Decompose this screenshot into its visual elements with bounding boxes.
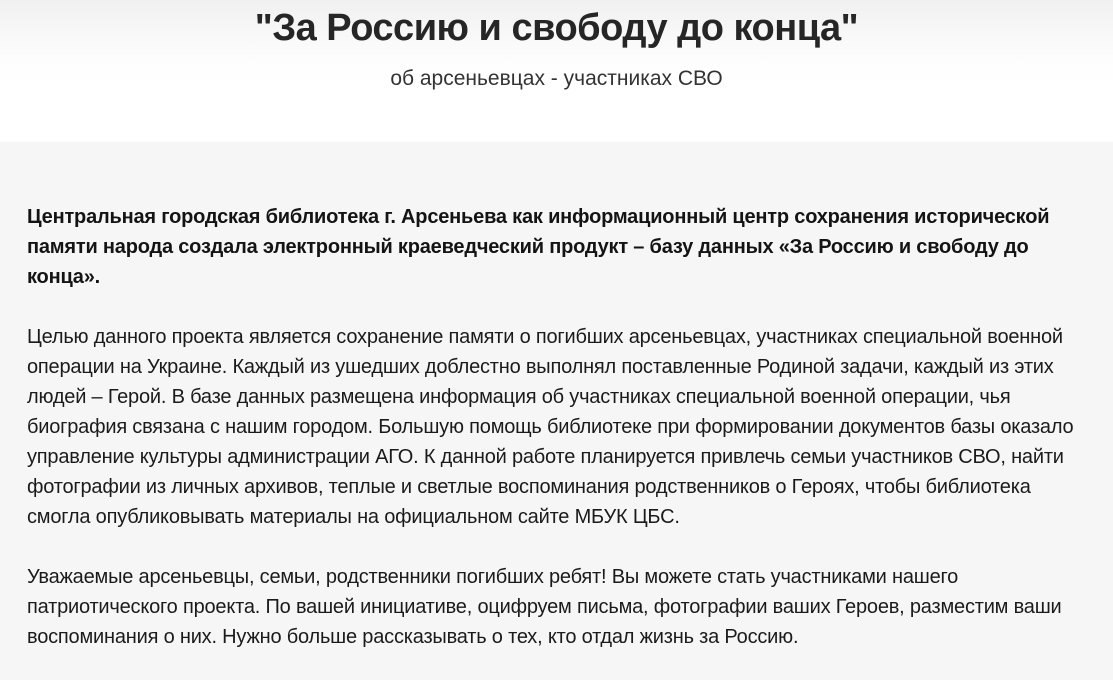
paragraph-appeal: Уважаемые арсеньевцы, семьи, родственники погибших ребят! Вы можете стать участниками нашего патриотического проекта. По вашей инициативе, оцифруем письма, фотографии ваших Героев, разместим ваши воспоминания о них. Нужно больше рассказывать о тех, кто отдал жизнь за Россию. xyxy=(27,566,1062,648)
paragraph-intro: Центральная городская библиотека г. Арсеньева как информационный центр сохранения исторической памяти народа создала электронный краеведческий продукт – базу данных «За Россию и свободу до конца». xyxy=(27,206,1050,288)
article-body xyxy=(0,142,1113,652)
paragraph-project-description: Целью данного проекта является сохранение памяти о погибших арсеньевцах, участниках специальной военной операции на Украине. Каждый из ушедших доблестно выполнял поставленные Родиной задачи, каждый из этих людей – Герой. В базе данных размещена информация об участниках специальной военной операции, чья биография связана с нашим городом. Большую помощь библиотеке при формировании документов базы оказало управление культуры администрации АГО. К данной работе планируется привлечь семьи участников СВО, найти фотографии из личных архивов, теплые и светлые воспоминания родственников о Героях, чтобы библиотека смогла опубликовывать материалы на официальном сайте МБУК ЦБС. xyxy=(27,326,1074,528)
page-title: "За Россию и свободу до конца" xyxy=(254,7,859,49)
page-subtitle: об арсеньевцах - участниках СВО xyxy=(390,67,723,90)
page-header xyxy=(0,0,1113,142)
